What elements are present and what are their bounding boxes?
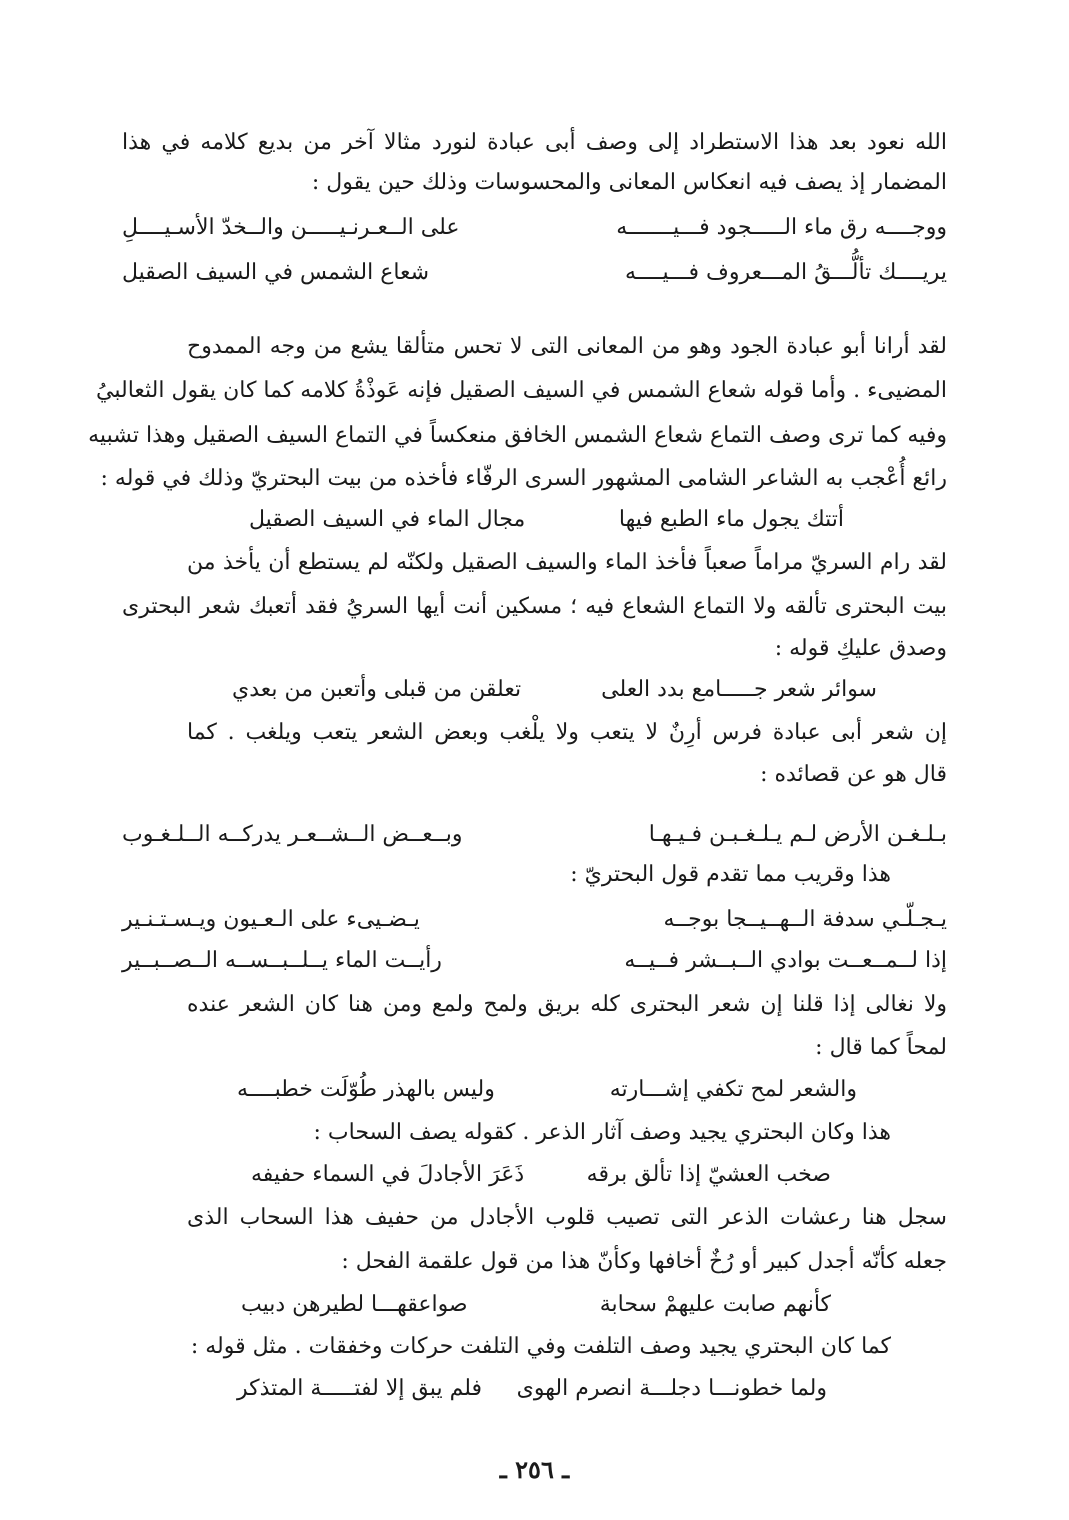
verse-first-hemistich: يـجـلّـي سدفة الــهــيــجا بوجــه	[663, 907, 947, 932]
verse-line	[122, 946, 947, 976]
verse-second-hemistich: صواعقهـــا لطيرهن دبيب	[241, 1292, 468, 1317]
verse-first-hemistich: سوائر شعر جـــــامع بدد العلى	[601, 677, 877, 702]
paragraph-line: الله نعود بعد هذا الاستطراد إلى وصف أبى عبادة لنورد مثالا آخر من بديع كلامه في هذا	[122, 130, 947, 155]
paragraph-line: رائع أُعْجب به الشاعر الشامى المشهور السرى الرفّاء فأخذه من بيت البحتريّ وذلك في قوله :	[100, 466, 947, 491]
verse-first-hemistich: أتتك يجول ماء الطبع فيها	[618, 507, 844, 532]
verse-line	[122, 258, 947, 288]
verse-second-hemistich: تعلقن من قبلى وأتعبن من بعدي	[232, 677, 522, 702]
paragraph-line: وصدق عليكِ قوله :	[774, 636, 947, 661]
paragraph-line: هذا وقريب مما تقدم قول البحتريّ :	[570, 862, 891, 887]
verse-line	[122, 213, 947, 243]
paragraph-line: لمحاً كما قال :	[815, 1035, 947, 1060]
paragraph-line: جعله كأنّه أجدل كبير أو رُخٌ أخافها وكأنّ هذا من قول علقمة الفحل :	[341, 1249, 947, 1274]
paragraph-line: لقد أرانا أبو عبادة الجود وهو من المعانى التى لا تحس متألقا يشع من وجه الممدوح	[187, 334, 947, 359]
verse-second-hemistich: وليس بالهذر طُوّلَت خطبــــه	[237, 1077, 495, 1102]
paragraph-line: المضمار إذ يصف فيه انعكاس المعانى والمحسوسات وذلك حين يقول :	[311, 170, 947, 195]
verse-first-hemistich: ووجــــه رق ماء الـــــجود فـــيـــــــه	[616, 215, 947, 240]
verse-line	[241, 1290, 831, 1320]
verse-first-hemistich: والشعر لمح تكفي إشـــارته	[609, 1077, 857, 1102]
verse-line	[249, 505, 844, 535]
paragraph-line: ولا نغالى إذا قلنا إن شعر البحترى كله بريق ولمح ولمع ومن هنا كان الشعر عنده	[187, 992, 947, 1017]
verse-second-hemistich: على الــعـرنـيـــــن والــخدّ الأسـيــــلِ	[122, 215, 460, 240]
verse-second-hemistich: رأيــت الماء يــلــبــســه الــصــبــير	[122, 948, 442, 973]
paragraph-line: لقد رام السريّ مراماً صعباً فأخذ الماء والسيف الصقيل ولكنّه لم يستطع أن يأخذ من	[187, 550, 947, 575]
verse-line	[122, 820, 947, 850]
verse-second-hemistich: ذَعَرَ الأجادلَ في السماء حفيفه	[251, 1162, 525, 1187]
verse-first-hemistich: صخب العشيّ إذا تألق برقه	[586, 1162, 831, 1187]
verse-second-hemistich: يـضـيىء على الـعـيون ويـسـتـنـير	[122, 907, 420, 932]
verse-line	[237, 1374, 827, 1404]
verse-line	[122, 905, 947, 935]
verse-first-hemistich: ولما خطونـــا دجلـــة انصرم الهوى	[516, 1376, 827, 1401]
page-number: ـ ٢٥٦ ـ	[499, 1455, 570, 1484]
verse-second-hemistich: شعاع الشمس في السيف الصقيل	[122, 260, 430, 285]
paragraph-line: سجل هنا رعشات الذعر التى تصيب قلوب الأجادل من حفيف هذا السحاب الذى	[187, 1205, 947, 1230]
verse-first-hemistich: بـلـغـن الأرض لـم يـلـغـبـن فـيـهـا	[648, 822, 947, 847]
paragraph-line: قال هو عن قصائده :	[760, 762, 947, 787]
paragraph-line: المضيىء . وأما قوله شعاع الشمس في السيف الصقيل فإنه عَوذْةُ كلامه كما كان يقول الثعالبيُ	[96, 378, 947, 403]
verse-second-hemistich: فلم يبق إلا لفتـــــة المتذكر	[237, 1376, 483, 1401]
verse-first-hemistich: يريــــك تألُّـــقُ المـــعروف فـــيــــه	[624, 260, 947, 285]
paragraph-line: وفيه كما ترى وصف التماع شعاع الشمس الخافق منعكساً في التماع السيف الصقيل وهذا تشبيه	[88, 423, 947, 448]
paragraph-line: إن شعر أبى عبادة فرس أرِنٌ لا يتعب ولا يلْغب وبعض الشعر يتعب ويلغب . كما	[187, 720, 947, 745]
verse-first-hemistich: إذا لــمــعــت بوادي الــبــشر فــيــه	[624, 948, 947, 973]
paragraph-line: كما كان البحتري يجيد وصف التلفت وفي التلفت حركات وخفقات . مثل قوله :	[190, 1334, 891, 1359]
verse-second-hemistich: وبــعــض الــشــعـر يدركــه الــلـغـوب	[122, 822, 463, 847]
verse-second-hemistich: مجال الماء في السيف الصقيل	[249, 507, 526, 532]
verse-line	[232, 675, 877, 705]
verse-line	[251, 1160, 831, 1190]
verse-line	[237, 1075, 857, 1105]
paragraph-line: بيت البحترى تألقه ولا التماع الشعاع فيه ؛ مسكين أنت أيها السريُ فقد أتعبك شعر البحترى	[122, 594, 947, 619]
paragraph-line: هذا وكان البحتري يجيد وصف آثار الذعر . كقوله يصف السحاب :	[313, 1120, 891, 1145]
verse-first-hemistich: كأنهم صابت عليهمْ سحابة	[599, 1292, 831, 1317]
